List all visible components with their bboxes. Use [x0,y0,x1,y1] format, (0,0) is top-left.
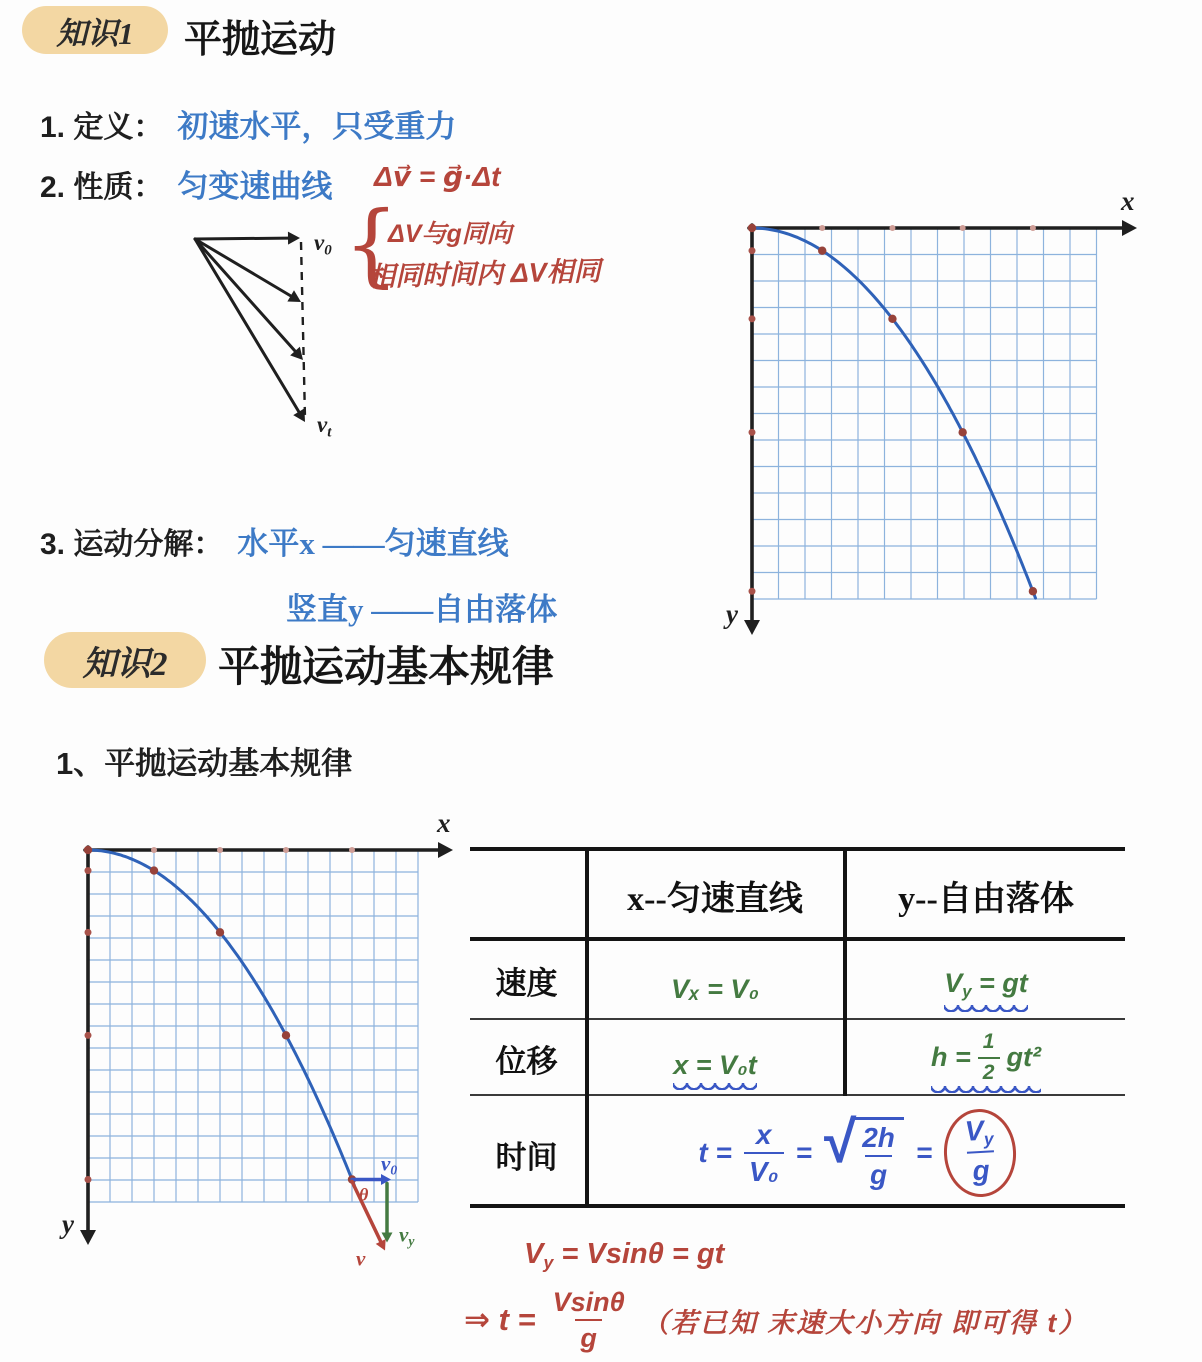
formula-x [589,1039,841,1101]
section2-subheading: 1、平抛运动基本规律 [56,746,353,781]
fraction-vsin-over-g: $\frac{Vsin\theta}{g}$ [552,1287,625,1354]
v0-label: $v_0$ [314,230,332,259]
formula-time: t = $\frac{x}{\text{V₀}}$ = √ $\frac{2h}{g}$ = $\frac{V_y}{g}$ [600,1105,1115,1201]
trajectory-graph-1 [700,185,1180,650]
vy-vector-label: $v_y$ [399,1222,415,1249]
red-note-1: ΔV与g同向 [388,220,512,248]
fraction-x-over-v0: $\frac{x}{\text{V₀}}$ [744,1120,784,1187]
table-header-y: y--自由落体 [898,880,1074,918]
svg-text:θ: θ [359,1184,369,1205]
vt-label: $v_t$ [317,412,332,441]
table-row-label-displacement: 位移 [495,1043,558,1079]
brace-glyph: { [344,192,399,298]
formula-h-text: h = $\frac{1}{2}$ gt² [931,1031,1041,1092]
decomposition-y: 竖直y ——自由落体 [286,592,558,627]
definition-label: 1. 定义： [40,111,164,144]
red-note-2: 相同时间内 ΔV相同 [367,255,602,293]
formula-vy [847,959,1125,1021]
trajectory-graph-2 [55,810,485,1280]
v0-vector-label: $v_0$ [381,1151,398,1178]
svg-text:y: y [62,1209,74,1239]
table-line-header [470,937,1125,941]
note-t-condition: （若已知 末速大小方向 即可得 t） [641,1307,1088,1338]
property-content: 匀变速曲线 [177,169,333,204]
table-header-x: x--匀速直线 [627,880,803,918]
knowledge-1-badge [22,6,168,54]
table-line-bottom [470,1204,1125,1208]
decomposition-label: 3. 运动分解： [40,528,224,561]
formula-vy-text: $V_y$ = gt [944,968,1028,1011]
formula-vx: Vₓ = V₀ [670,973,760,1004]
note-t-equation: ⇒ t = $\frac{Vsin\theta}{g}$ （若已知 末速大小方向 即可得 t） [464,1287,1088,1354]
property-label: 2. 性质： [40,171,164,204]
knowledge-2-badge [44,632,206,688]
knowledge-1-badge-label: 知识1 [56,15,134,51]
sqrt-2h-over-g: √ $\frac{2h}{g}$ [824,1117,904,1190]
svg-text:x: x [1121,186,1135,216]
section1-title: 平抛运动 [184,19,337,61]
delta-v-formula: Δv⃗ = g⃗·Δt [374,161,501,192]
definition-line [40,101,456,146]
knowledge-2-badge-label: 知识2 [82,645,168,683]
formula-h [847,1027,1125,1097]
velocity-fan-diagram [150,212,390,447]
decomposition-x: 水平x ——匀速直线 [237,526,509,561]
table-row-label-speed: 速度 [495,965,558,1001]
decomposition-line-1 [40,518,509,563]
section2-title: 平抛运动基本规律 [218,645,555,691]
note-vy-equation: $V_y = Vsin\theta$ = gt [524,1238,725,1273]
table-row-label-time: 时间 [495,1139,558,1175]
svg-text:y: y [726,599,738,629]
definition-content: 初速水平，只受重力 [177,109,457,144]
table-line-top [470,847,1125,851]
formula-x-text: x = V₀t [673,1050,756,1090]
v-vector-label: v [356,1246,366,1271]
svg-text:x: x [437,808,451,838]
summary-table [470,847,1125,1208]
property-line [40,161,332,206]
circled-vy-over-g: $\frac{V_y}{g}$ [942,1107,1019,1198]
